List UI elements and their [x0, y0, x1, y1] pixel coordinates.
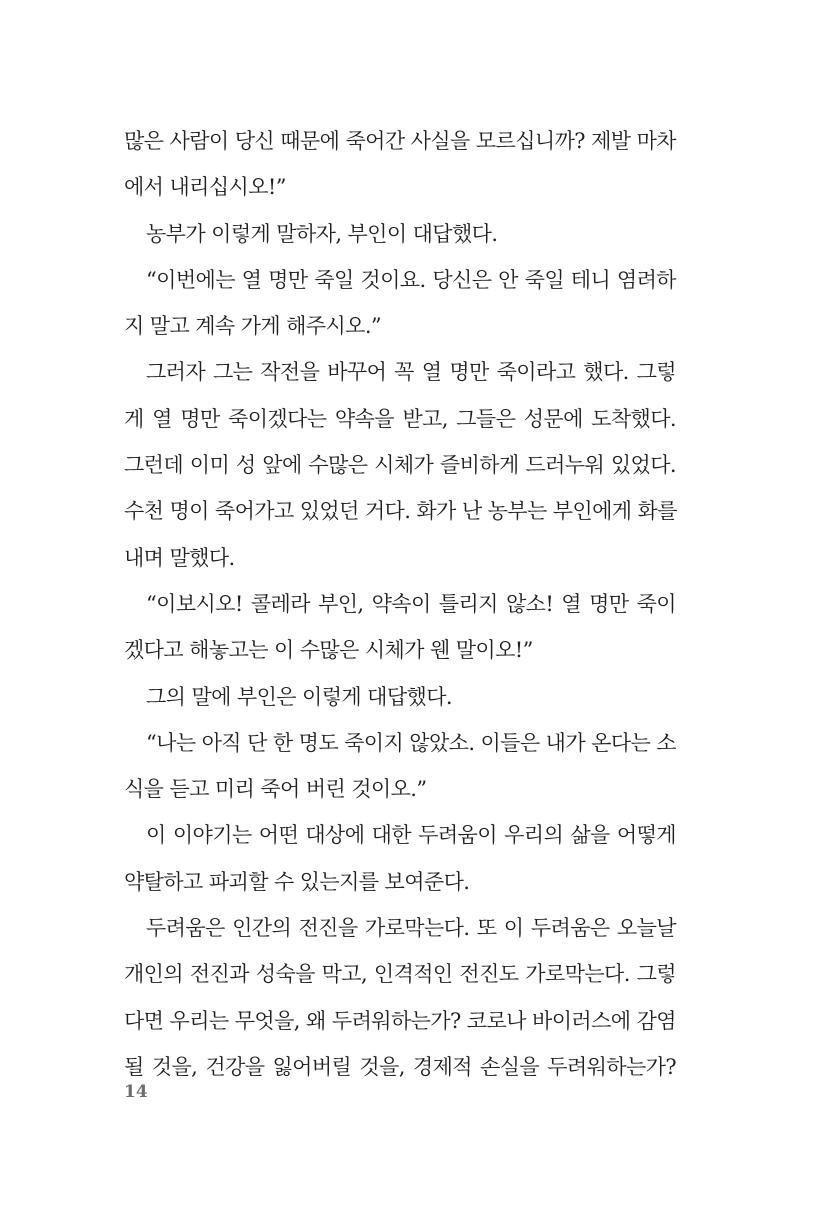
text-line: 게 열 명만 죽이겠다는 약속을 받고, 그들은 성문에 도착했다.	[124, 406, 676, 431]
text-line: “이번에는 열 명만 죽일 것이요. 당신은 안 죽일 테니 염려하	[146, 267, 676, 292]
text-line: 약탈하고 파괴할 수 있는지를 보여준다.	[124, 869, 470, 894]
body-text	[124, 118, 676, 1090]
text-line: 지 말고 계속 가게 해주시오.”	[124, 314, 382, 339]
text-line: 에서 내리십시오!”	[124, 175, 286, 200]
text-line: 그런데 이미 성 앞에 수많은 시체가 즐비하게 드러누워 있었다.	[124, 453, 676, 478]
text-line: 식을 듣고 미리 죽어 버린 것이오.”	[124, 777, 427, 802]
text-line: “이보시오! 콜레라 부인, 약속이 틀리지 않소! 열 명만 죽이	[146, 591, 676, 616]
text-line: 그러자 그는 작전을 바꾸어 꼭 열 명만 죽이라고 했다. 그렇	[146, 360, 676, 385]
text-line: 그의 말에 부인은 이렇게 대답했다.	[146, 684, 452, 709]
page-number: 14	[124, 1082, 148, 1102]
text-line: 될 것을, 건강을 잃어버릴 것을, 경제적 손실을 두려워하는가?	[124, 1054, 676, 1079]
text-line: “나는 아직 단 한 명도 죽이지 않았소. 이들은 내가 온다는 소	[146, 730, 676, 755]
text-line: 두려움은 인간의 전진을 가로막는다. 또 이 두려움은 오늘날	[146, 916, 676, 941]
text-line: 개인의 전진과 성숙을 막고, 인격적인 전진도 가로막는다. 그렇	[124, 962, 676, 987]
text-line: 내며 말했다.	[124, 545, 235, 570]
text-line: 수천 명이 죽어가고 있었던 거다. 화가 난 농부는 부인에게 화를	[124, 499, 677, 524]
text-line: 많은 사람이 당신 때문에 죽어간 사실을 모르십니까? 제발 마차	[124, 129, 676, 153]
text-line: 다면 우리는 무엇을, 왜 두려워하는가? 코로나 바이러스에 감염	[124, 1008, 676, 1033]
text-line: 농부가 이렇게 말하자, 부인이 대답했다.	[146, 221, 498, 246]
text-line: 겠다고 해놓고는 이 수많은 시체가 웬 말이오!”	[124, 638, 533, 663]
text-line: 이 이야기는 어떤 대상에 대한 두려움이 우리의 삶을 어떻게	[146, 823, 676, 848]
